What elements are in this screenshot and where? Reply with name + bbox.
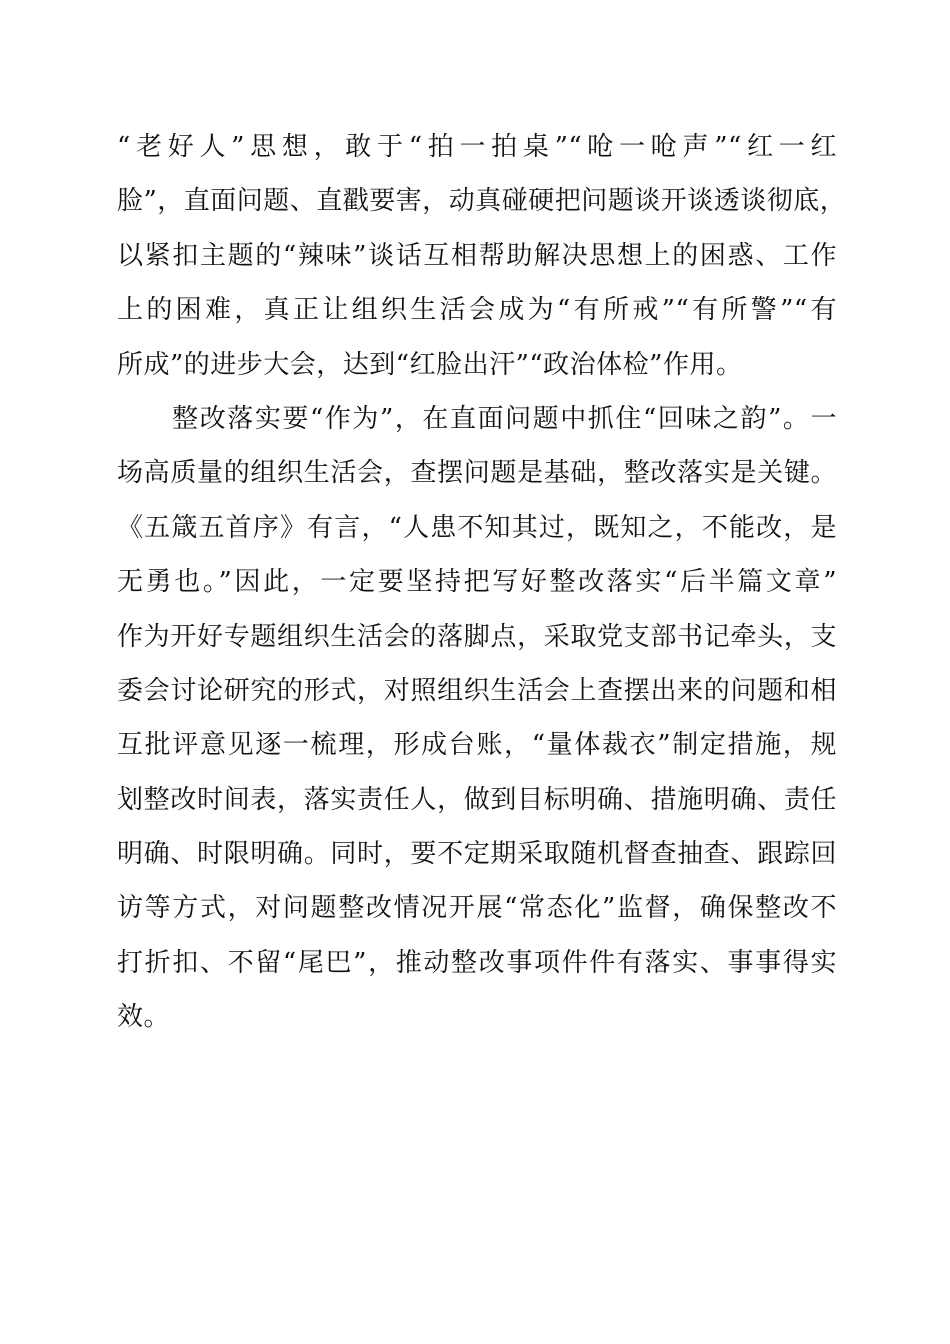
- text-line: 场高质量的组织生活会，查摆问题是基础，整改落实是关键。: [117, 458, 837, 489]
- text-line: 明确、时限明确。同时，要不定期采取随机督查抽查、跟踪回: [117, 839, 837, 870]
- text-line: 访等方式，对问题整改情况开展“常态化”监督，确保整改不: [117, 893, 837, 924]
- text-line: 打折扣、不留“尾巴”，推动整改事项件件有落实、事事得实: [117, 947, 837, 978]
- text-line: 互批评意见逐一梳理，形成台账，“量体裁衣”制定措施，规: [117, 730, 837, 761]
- text-line: 上的困难，真正让组织生活会成为“有所戒”“有所警”“有: [117, 295, 837, 326]
- text-line: 脸”，直面问题、直戳要害，动真碰硬把问题谈开谈透谈彻底，: [117, 186, 847, 217]
- paragraph: [117, 392, 837, 1045]
- text-line: “老好人”思想，敢于“拍一拍桌”“呛一呛声”“红一红: [117, 132, 837, 162]
- text-line: 整改落实要“作为”，在直面问题中抓住“回味之韵”。一: [117, 403, 837, 434]
- text-line: 无勇也。”因此，一定要坚持把写好整改落实“后半篇文章”: [117, 567, 837, 598]
- text-line: 效。: [117, 1002, 171, 1033]
- text-line: 所成”的进步大会，达到“红脸出汗”“政治体检”作用。: [117, 349, 743, 380]
- text-line: 《五箴五首序》有言，“人患不知其过，既知之，不能改，是: [117, 512, 837, 543]
- text-line: 作为开好专题组织生活会的落脚点，采取党支部书记牵头，支: [117, 621, 837, 652]
- text-line: 委会讨论研究的形式，对照组织生活会上查摆出来的问题和相: [117, 675, 837, 706]
- text-line: 划整改时间表，落实责任人，做到目标明确、措施明确、责任: [117, 784, 837, 815]
- document-body: [117, 120, 847, 1045]
- text-line: 以紧扣主题的“辣味”谈话互相帮助解决思想上的困惑、工作: [117, 240, 837, 271]
- paragraph: [117, 120, 847, 392]
